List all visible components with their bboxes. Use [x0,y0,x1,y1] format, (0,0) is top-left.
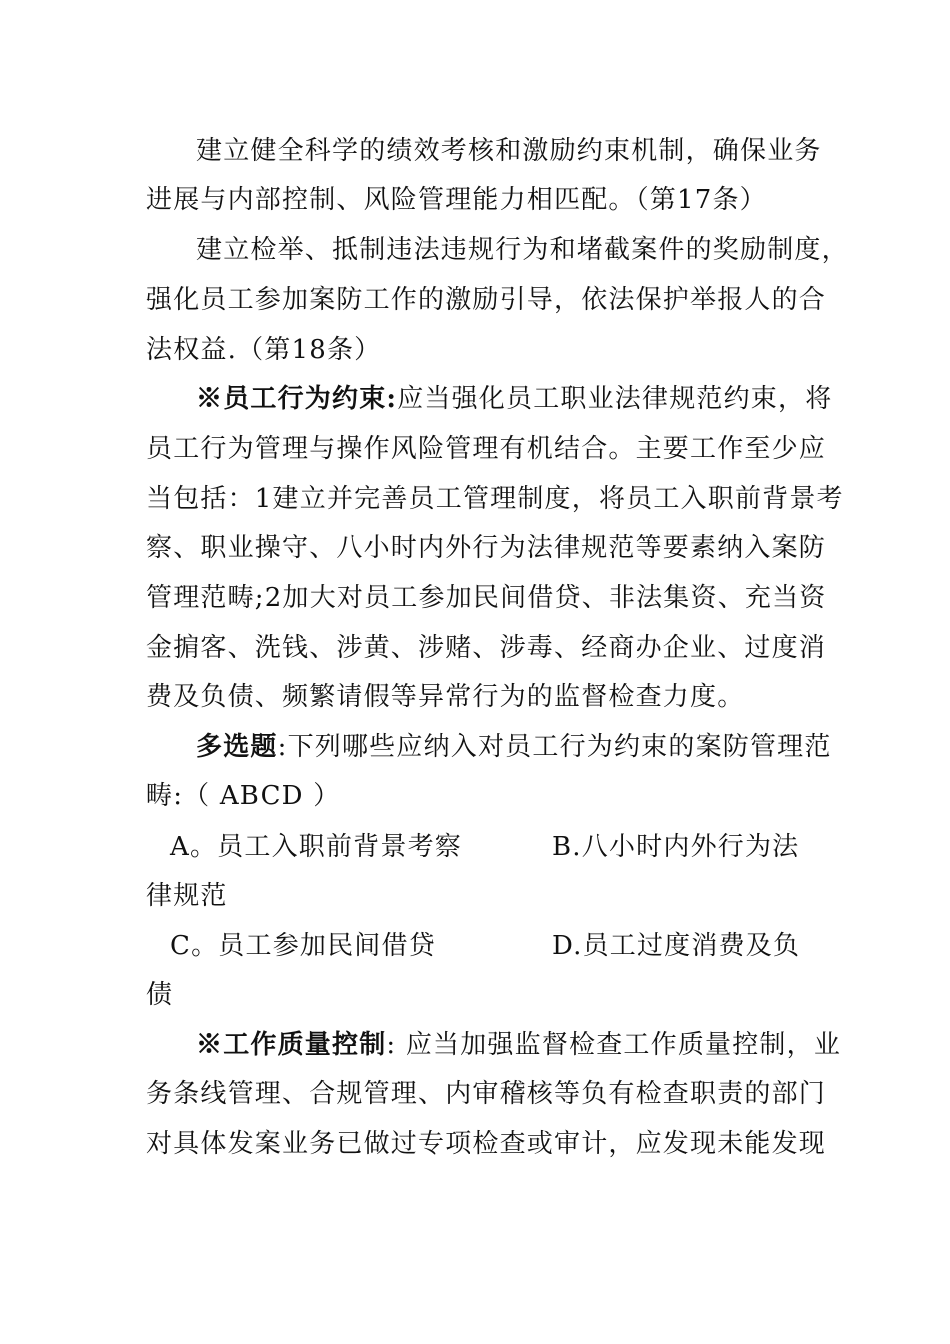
option-c: C。员工参加民间借贷 [170,931,436,961]
paragraph-2-line-3: 法权益.（第18条） [146,335,382,365]
option-d-continuation: 债 [146,980,174,1010]
question-line-1 [196,722,832,772]
paragraph-3-line-1-text: 应当强化员工职业法律规范约束，将 [397,384,833,414]
paragraph-3-line-4: 察、职业操守、八小时内外行为法律规范等要素纳入案防 [146,533,827,563]
question-stem-text: :下列哪些应纳入对员工行为约束的案防管理范 [277,732,832,762]
paragraph-4-line-1-text: : 应当加强监督检查工作质量控制，业 [386,1030,842,1060]
option-b-continuation: 律规范 [146,881,228,911]
paragraph-3-line-6: 金掮客、洗钱、涉黄、涉赌、涉毒、经商办企业、过度消 [146,633,827,663]
paragraph-3-line-3: 当包括：1建立并完善员工管理制度，将员工入职前背景考 [146,484,844,514]
question-line-2: 畴:（ ABCD ） [146,781,341,811]
paragraph-4-line-1 [196,1020,841,1070]
section-heading-quality-control: ※工作质量控制 [196,1030,387,1060]
option-b: B.八小时内外行为法 [552,832,800,862]
option-d: D.员工过度消费及负 [552,931,801,961]
paragraph-3-line-5: 管理范畴;2加大对员工参加民间借贷、非法集资、充当资 [146,583,827,613]
question-label: 多选题 [196,732,278,762]
option-a: A。员工入职前背景考察 [170,832,462,862]
paragraph-4-line-3: 对具体发案业务已做过专项检查或审计，应发现未能发现 [146,1129,827,1159]
paragraph-2-line-2: 强化员工参加案防工作的激励引导，依法保护举报人的合 [146,285,827,315]
paragraph-3-line-2: 员工行为管理与操作风险管理有机结合。主要工作至少应 [146,434,827,464]
paragraph-3-line-7: 费及负债、频繁请假等异常行为的监督检查力度。 [146,682,745,712]
paragraph-4-line-2: 务条线管理、合规管理、内审稽核等负有检查职责的部门 [146,1079,827,1109]
paragraph-1-line-2: 进展与内部控制、风险管理能力相匹配。（第17条） [146,185,767,215]
paragraph-2-line-1: 建立检举、抵制违法违规行为和堵截案件的奖励制度， [196,235,849,265]
paragraph-1-line-1: 建立健全科学的绩效考核和激励约束机制，确保业务 [196,136,822,166]
paragraph-3-line-1 [196,374,832,424]
section-heading-employee-behavior: ※员工行为约束: [196,384,398,414]
